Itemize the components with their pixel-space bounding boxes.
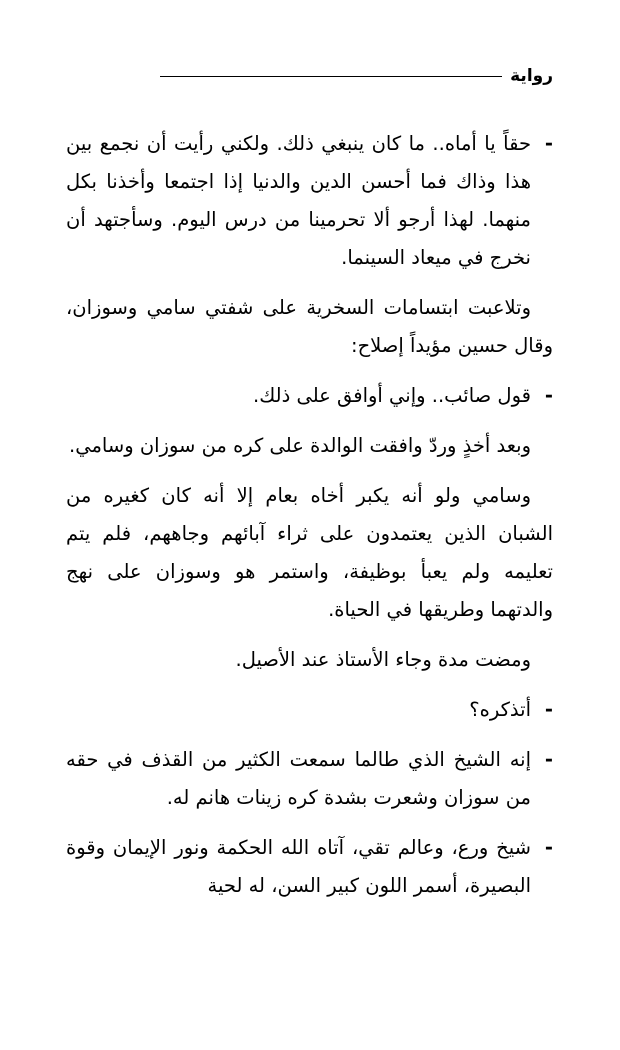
dialog-paragraph bbox=[66, 691, 553, 729]
header-title: رواية bbox=[510, 66, 553, 86]
narration-paragraph: وتلاعبت ابتسامات السخرية على شفتي سامي وسوزان، وقال حسين مؤيداً إصلاح: bbox=[66, 296, 553, 357]
paragraph-text: أتذكره؟ bbox=[469, 698, 531, 721]
narration-paragraph: وسامي ولو أنه يكبر أخاه بعام إلا أنه كان كغيره من الشبان الذين يعتمدون على ثراء آبائهم وجاههم، فلم يتم تعليمه ولم يعبأ بوظيفة، واستمر هو وسوزان على نهج والدتهما وطريقها في الحياة. bbox=[66, 484, 553, 621]
paragraph-text: حقاً يا أماه.. ما كان ينبغي ذلك. ولكني رأيت أن نجمع بين هذا وذاك فما أحسن الدين والدنيا إذا اجتمعا وأخذنا بكل منهما. لهذا أرجو ألا تحرمينا من درس اليوم. وسأجتهد أن نخرج في ميعاد السينما. bbox=[66, 132, 531, 269]
paragraph-text: قول صائب.. وإني أوافق على ذلك. bbox=[253, 384, 531, 407]
dialog-paragraph bbox=[66, 125, 553, 277]
narration-paragraph: ومضت مدة وجاء الأستاذ عند الأصيل. bbox=[235, 648, 531, 671]
header-rule bbox=[160, 76, 502, 77]
dialog-dash: - bbox=[544, 836, 553, 859]
dialog-paragraph bbox=[66, 377, 553, 415]
paragraph-text: إنه الشيخ الذي طالما سمعت الكثير من القذف في حقه من سوزان وشعرت بشدة كره زينات هانم له. bbox=[66, 748, 531, 809]
dialog-paragraph bbox=[66, 829, 553, 905]
dialog-dash: - bbox=[544, 384, 553, 407]
paragraph-text: شيخ ورع، وعالم تقي، آتاه الله الحكمة ونور الإيمان وقوة البصيرة، أسمر اللون كبير السن، له لحية bbox=[66, 836, 531, 897]
narration-paragraph: وبعد أخذٍ وردّ وافقت الوالدة على كره من سوزان وسامي. bbox=[69, 434, 531, 457]
dialog-dash: - bbox=[544, 748, 553, 771]
dialog-dash: - bbox=[544, 132, 553, 155]
running-header bbox=[160, 62, 553, 90]
dialog-dash: - bbox=[544, 698, 553, 721]
dialog-paragraph bbox=[66, 741, 553, 817]
page-body bbox=[66, 125, 553, 917]
